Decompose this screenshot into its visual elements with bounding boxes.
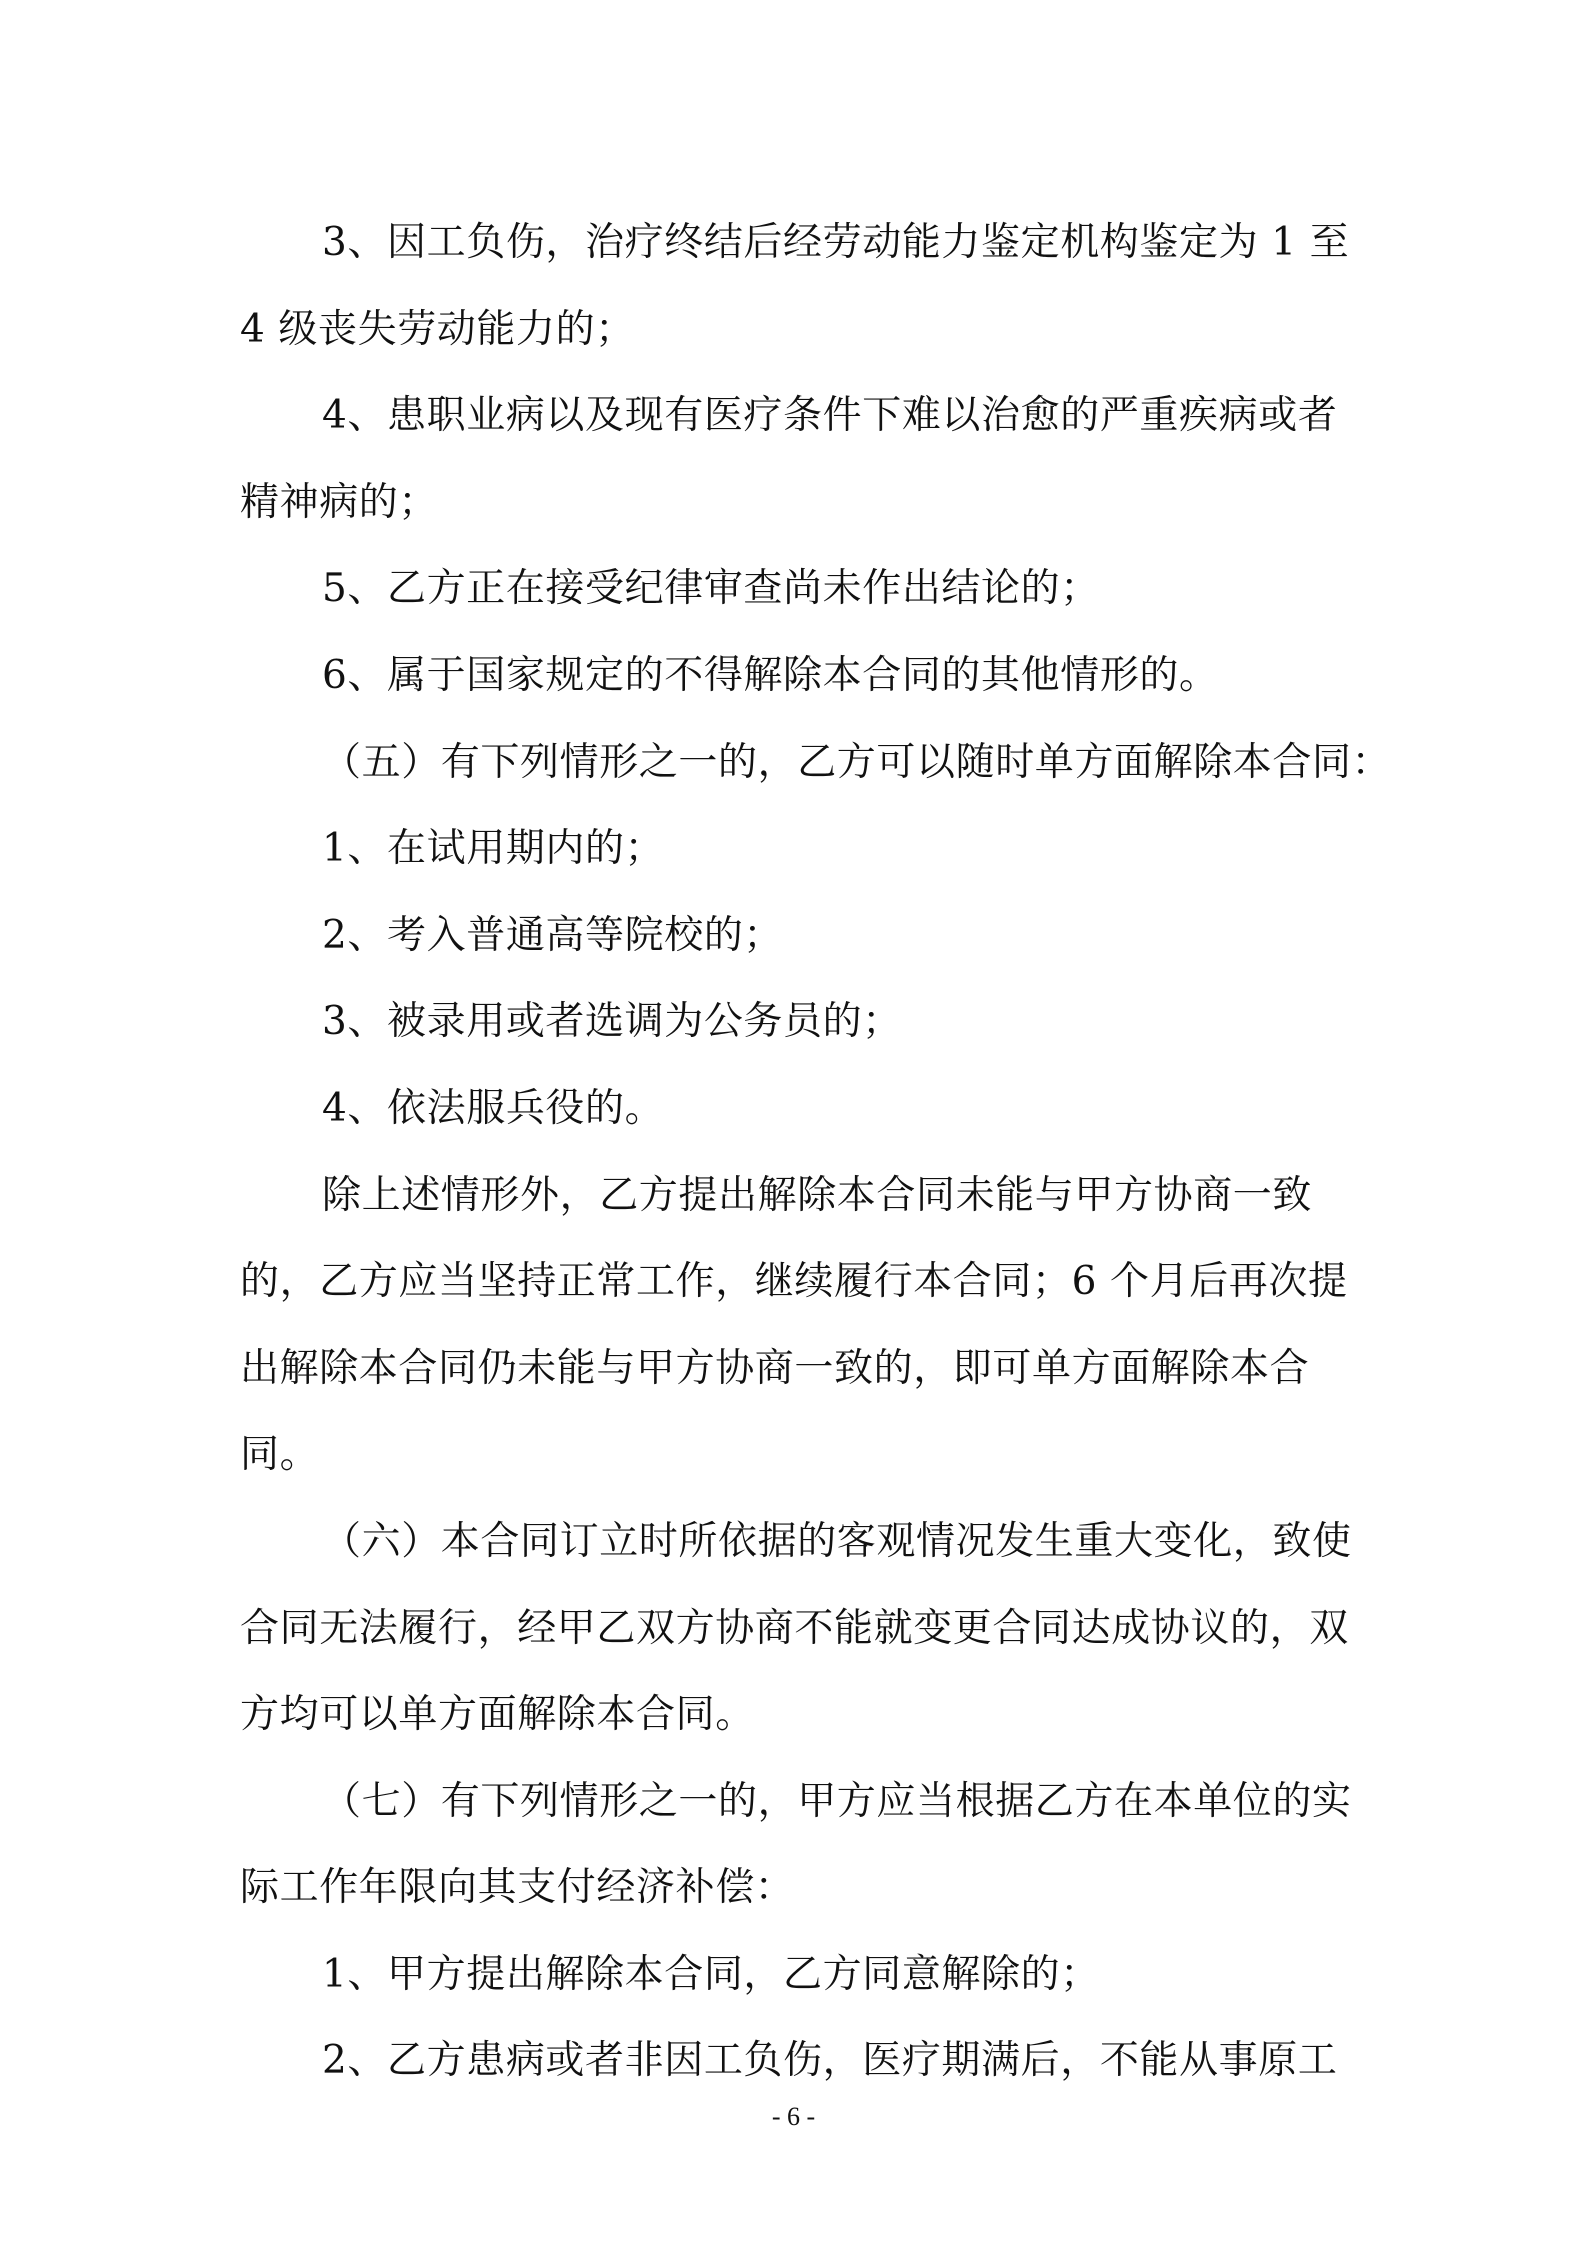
paragraph-line: 同。 <box>240 1432 320 1478</box>
paragraph-line: 1、甲方提出解除本合同，乙方同意解除的； <box>322 1951 1100 1997</box>
paragraph-line: 出解除本合同仍未能与甲方协商一致的，即可单方面解除本合 <box>240 1345 1310 1391</box>
page-number: - 6 - <box>771 2102 816 2131</box>
document-body <box>240 200 1392 2105</box>
paragraph-line: 3、被录用或者选调为公务员的； <box>322 999 902 1045</box>
paragraph-line: （六）本合同订立时所依据的客观情况发生重大变化，致使 <box>322 1518 1352 1564</box>
paragraph-line: 精神病的； <box>240 479 439 525</box>
paragraph-line: 的，乙方应当坚持正常工作，继续履行本合同；6 个月后再次提 <box>240 1259 1348 1305</box>
paragraph-line: 4、患职业病以及现有医疗条件下难以治愈的严重疾病或者 <box>322 393 1338 439</box>
paragraph-line: （七）有下列情形之一的，甲方应当根据乙方在本单位的实 <box>322 1778 1352 1824</box>
paragraph-line: 6、属于国家规定的不得解除本合同的其他情形的。 <box>322 652 1219 698</box>
paragraph-line: （五）有下列情形之一的，乙方可以随时单方面解除本合同： <box>322 739 1392 785</box>
paragraph-line: 4 级丧失劳动能力的； <box>240 306 635 352</box>
paragraph-line: 1、在试用期内的； <box>322 826 665 872</box>
paragraph-line: 除上述情形外，乙方提出解除本合同未能与甲方协商一致 <box>322 1172 1313 1218</box>
paragraph-line: 际工作年限向其支付经济补偿： <box>240 1865 795 1911</box>
paragraph-line: 2、乙方患病或者非因工负伤，医疗期满后，不能从事原工 <box>322 2038 1338 2084</box>
paragraph-line: 方均可以单方面解除本合同。 <box>240 1692 755 1738</box>
paragraph-line: 合同无法履行，经甲乙双方协商不能就变更合同达成协议的，双 <box>240 1605 1349 1651</box>
paragraph-line: 3、因工负伤，治疗终结后经劳动能力鉴定机构鉴定为 1 至 <box>322 220 1350 265</box>
paragraph-line: 5、乙方正在接受纪律审查尚未作出结论的； <box>322 566 1100 612</box>
paragraph-line: 2、考入普通高等院校的； <box>322 912 784 958</box>
paragraph-line: 4、依法服兵役的。 <box>322 1085 665 1131</box>
